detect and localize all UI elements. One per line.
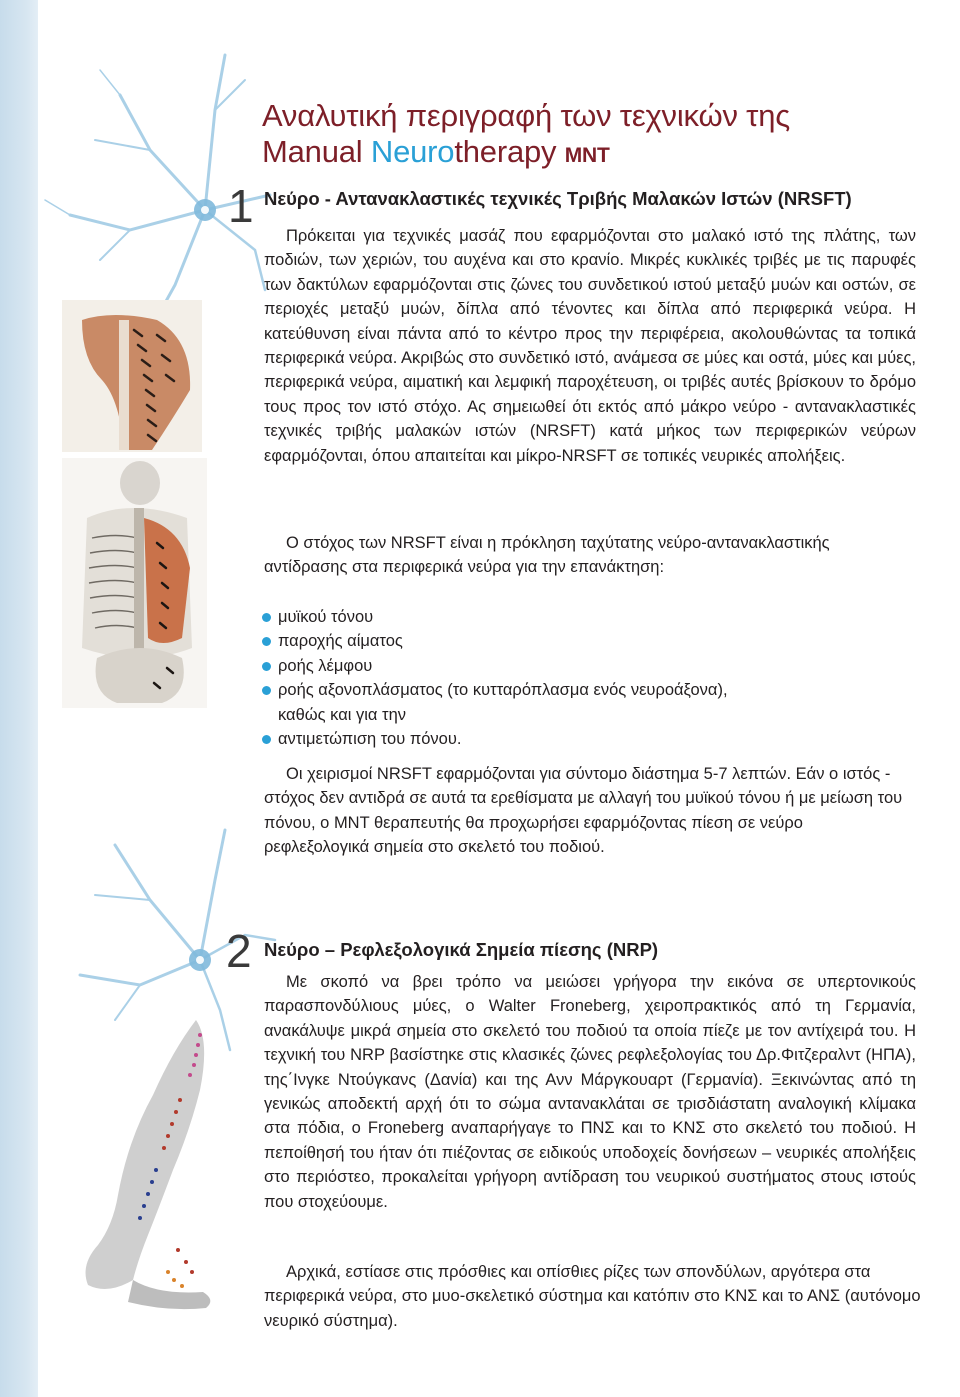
goals-list <box>262 605 922 751</box>
section-2-paragraph-2: Αρχικά, εστίασε στις πρόσθιες και οπίσθιες ρίζες των σπονδύλων, αργότερα στα περιφερικά νεύρα, στο μυο-σκελετικό σύστημα και κατόπιν στο ΚΝΣ και το ΑΝΣ (αυτόνομο νευρικό σύστημα). <box>264 1263 921 1330</box>
section-2-paragraph-1: Με σκοπό να βρει τρόπο να μειώσει γρήγορα την εικόνα σε υπερτονικούς παρασπονδύλιους μύες, ο Walter Froneberg, χειροπρακτικός από τη Γερμανία, ανακάλυψε μικρά σημεία στο σκελετό του ποδιού τα οποία πίεζε με τον αντίχειρά του. Η τεχνική του NRP βασίστηκε στις κλασικές ζώνες ρεφλεξολογίας του Δρ.Φιτζεραλντ (ΗΠΑ), της΄Ινγκε Ντούγκανς (Δανία) και της Ανν Μάργκουαρτ (Γερμανία). Ξεκινώντας από τη γενικώς αποδεκτή αρχή ότι το σώμα αντανακλάται σε τρισδιάστατη αναλογική κλίμακα στα πόδια, ο Froneberg αναπαρήγαγε το ΠΝΣ και το ΚΝΣ στο σκελετό του ποδιού. Η πεποίθησή του ήταν ότι πιέζοντας σε ειδικούς υποδοχείς δονήσεων – νευρικές απολήξεις στο περιόστεο, προκαλείται γρήγορη αντίδραση του νευρικού συστήματος στους ιστούς που στοχεύουμε. <box>264 973 916 1211</box>
sidebar-strip <box>0 0 38 1397</box>
spine-anatomy-illustration <box>62 458 207 708</box>
shoulder-anatomy-illustration <box>62 300 202 452</box>
list-item: ροής αξονοπλάσματος (το κυτταρόπλασμα ενός νευροάξονα), <box>262 678 922 702</box>
title-line1: Αναλυτική περιγραφή των τεχνικών της <box>262 98 790 133</box>
section-1-paragraph-1: Πρόκειται για τεχνικές μασάζ που εφαρμόζονται στο μαλακό ιστό της πλάτης, των ποδιών, των χεριών, του αυχένα και στο κρανίο. Μικρές κυκλικές τριβές με τις παρυφές των δακτύλων εφαρμόζονται στις ζώνες του συνδετικού ιστού μεταξύ μυών και οστών, σε περιοχές μεταξύ μυών, δίπλα από τένοντες και δίπλα από περιφερικά νεύρα. Η κατεύθυνση είναι πάντα από το κέντρο προς την περιφέρεια, ακολουθώντας τα τοπικά περιφερικά νεύρα. Ακριβώς στο συνδετικό ιστό, ανάμεσα σε μύες και οστά, μύες και μύες, περιφερικά νεύρα, αιματική και λεμφική παροχέτευση, οι τριβές αυτές βρίσκουν το δρόμο τους προς τον ιστό στόχο. Ας σημειωθεί ότι εκτός από μάκρο νεύρο - αντανακλαστικές τεχνικές τριβής μαλακών ιστών (NRSFT) κατά μήκος των περιφερικών νεύρων εφαρμόζονται, όπου απαιτείται και μίκρο-NRSFT σε τοπικές νευρικές απολήξεις. <box>264 227 916 465</box>
list-item: παροχής αίματος <box>262 629 922 653</box>
section-2-number: 2 <box>226 925 252 977</box>
list-item: μυϊκού τόνου <box>262 605 922 629</box>
title-manual: Manual <box>262 134 371 169</box>
list-item-continuation: καθώς και για την <box>278 705 407 724</box>
page-title <box>262 98 912 174</box>
title-therapy: therapy <box>454 134 565 169</box>
section-1-number: 1 <box>228 180 254 232</box>
list-item: ροής λέμφου <box>262 654 922 678</box>
section-1-paragraph-3: Οι χειρισμοί NRSFT εφαρμόζονται για σύντομο διάστημα 5-7 λεπτών. Εάν ο ιστός - στόχος δεν αντιδρά σε αυτά τα ερεθίσματα με αλλαγή του μυϊκού τόνου ή με μείωση του πόνου, ο MNT θεραπευτής θα προχωρήσει εφαρμόζοντας πίεση σε νεύρο ρεφλεξολογικά σημεία στο σκελετό του ποδιού. <box>264 765 903 857</box>
section-1-heading: Νεύρο - Αντανακλαστικές τεχνικές Τριβής Μαλακών Ιστών (NRSFT) <box>264 188 852 209</box>
list-item: αντιμετώπιση του πόνου. <box>262 727 922 751</box>
foot-skeleton-illustration <box>78 1010 223 1315</box>
section-1-paragraph-2: Ο στόχος των NRSFT είναι η πρόκληση ταχύτατης νεύρο-αντανακλαστικής αντίδρασης στα περιφερικά νεύρα για την επανάκτηση: <box>264 534 830 577</box>
section-2-heading: Νεύρο – Ρεφλεξολογικά Σημεία πίεσης (NRP) <box>264 939 659 960</box>
title-abbr: MNT <box>564 144 610 167</box>
title-neuro: Neuro <box>370 134 455 169</box>
